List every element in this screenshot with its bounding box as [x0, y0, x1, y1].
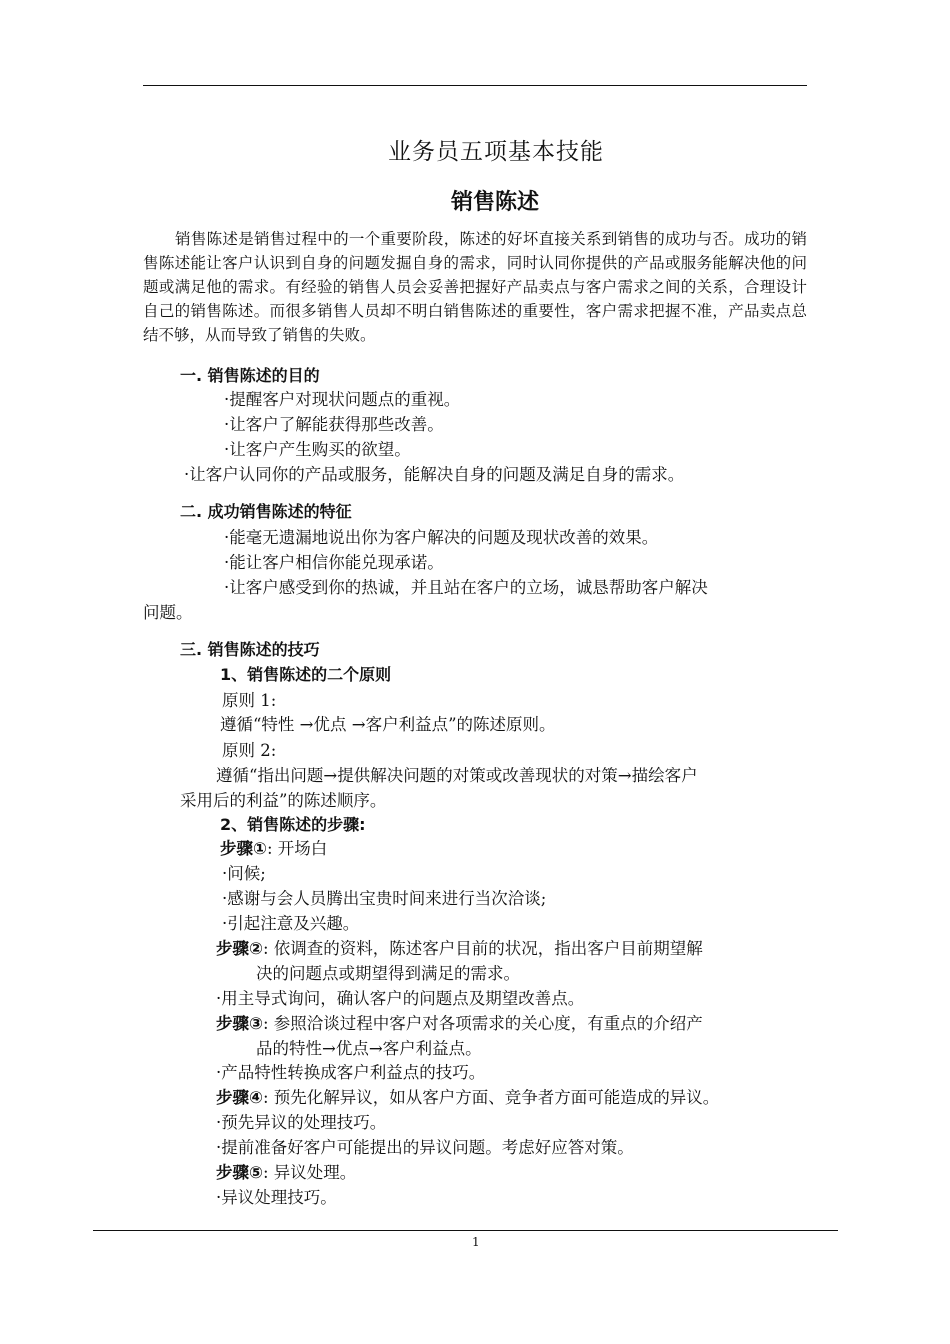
- step-4-item-2: ·提前准备好客户可能提出的异议问题。考虑好应答对策。: [216, 1138, 634, 1157]
- step-1: [220, 835, 327, 859]
- section-title: 销售陈述: [451, 190, 540, 215]
- s1-item-4: ·让客户认同你的产品或服务，能解决自身的问题及满足自身的需求。: [184, 465, 685, 484]
- principle-1-label: 原则 1:: [222, 691, 277, 710]
- principle-2-text: 遵循“指出问题→提供解决问题的对策或改善现状的对策→描绘客户: [216, 766, 698, 785]
- step-4-text: : 预先化解异议，如从客户方面、竞争者方面可能造成的异议。: [262, 1088, 720, 1107]
- step-2-item: ·用主导式询问，确认客户的问题点及期望改善点。: [216, 989, 585, 1008]
- step-1-text: : 开场白: [266, 839, 328, 858]
- section-1-heading: 一. 销售陈述的目的: [180, 366, 320, 385]
- principle-2-label: 原则 2:: [222, 741, 277, 760]
- step-3: [216, 1010, 703, 1034]
- section-2-heading: 二. 成功销售陈述的特征: [180, 502, 352, 521]
- sub-heading-steps: 2、销售陈述的步骤:: [220, 815, 366, 834]
- step-2-text-cont: 决的问题点或期望得到满足的需求。: [256, 964, 520, 983]
- step-5-label: 步骤⑤: [216, 1163, 263, 1182]
- step-5-item: ·异议处理技巧。: [216, 1188, 337, 1207]
- page-number: 1: [472, 1235, 480, 1249]
- step-4: [216, 1084, 719, 1108]
- step-3-label: 步骤③: [216, 1014, 263, 1033]
- principle-2-text-cont: 采用后的利益”的陈述顺序。: [180, 791, 387, 810]
- intro-paragraph: 销售陈述是销售过程中的一个重要阶段，陈述的好坏直接关系到销售的成功与否。成功的销售陈述能让客户认识到自身的问题发掘自身的需求，同时认同你提供的产品或服务能解决他的问题或满足他的需求。有经验的销售人员会妥善把握好产品卖点与客户需求之间的关系，合理设计自己的销售陈述。而很多销售人员却不明白销售陈述的重要性，客户需求把握不准，产品卖点总结不够，从而导致了销售的失败。: [143, 230, 807, 344]
- footer-rule: [93, 1230, 838, 1231]
- s1-item-1: ·提醒客户对现状问题点的重视。: [224, 390, 461, 409]
- s1-item-2: ·让客户了解能获得那些改善。: [224, 415, 444, 434]
- step-2-label: 步骤②: [216, 939, 263, 958]
- step-3-text-cont: 品的特性→优点→客户利益点。: [256, 1039, 482, 1058]
- step-5-text: : 异议处理。: [262, 1163, 357, 1182]
- step-1-item-1: ·问候;: [222, 864, 266, 883]
- step-1-label: 步骤①: [220, 839, 267, 858]
- section-3-heading: 三. 销售陈述的技巧: [180, 640, 320, 659]
- step-3-text: : 参照洽谈过程中客户对各项需求的关心度，有重点的介绍产: [262, 1014, 703, 1033]
- step-2: [216, 935, 703, 959]
- principle-1-text: 遵循“特性 →优点 →客户利益点”的陈述原则。: [220, 715, 556, 734]
- step-5: [216, 1159, 356, 1183]
- step-2-text: : 依调查的资料，陈述客户目前的状况，指出客户目前期望解: [262, 939, 703, 958]
- step-4-item-1: ·预先异议的处理技巧。: [216, 1113, 387, 1132]
- s2-item-3: ·让客户感受到你的热诚，并且站在客户的立场，诚恳帮助客户解决: [224, 578, 708, 597]
- sub-heading-principles: 1、销售陈述的二个原则: [220, 665, 392, 684]
- s2-item-1: ·能毫无遗漏地说出你为客户解决的问题及现状改善的效果。: [224, 528, 659, 547]
- step-3-item: ·产品特性转换成客户利益点的技巧。: [216, 1063, 486, 1082]
- s2-item-3-cont: 问题。: [143, 603, 193, 622]
- step-4-label: 步骤④: [216, 1088, 263, 1107]
- s1-item-3: ·让客户产生购买的欲望。: [224, 440, 411, 459]
- step-1-item-3: ·引起注意及兴趣。: [222, 914, 360, 933]
- document-title: 业务员五项基本技能: [388, 139, 604, 165]
- s2-item-2: ·能让客户相信你能兑现承诺。: [224, 553, 444, 572]
- step-1-item-2: ·感谢与会人员腾出宝贵时间来进行当次洽谈;: [222, 889, 547, 908]
- header-rule: [143, 85, 807, 86]
